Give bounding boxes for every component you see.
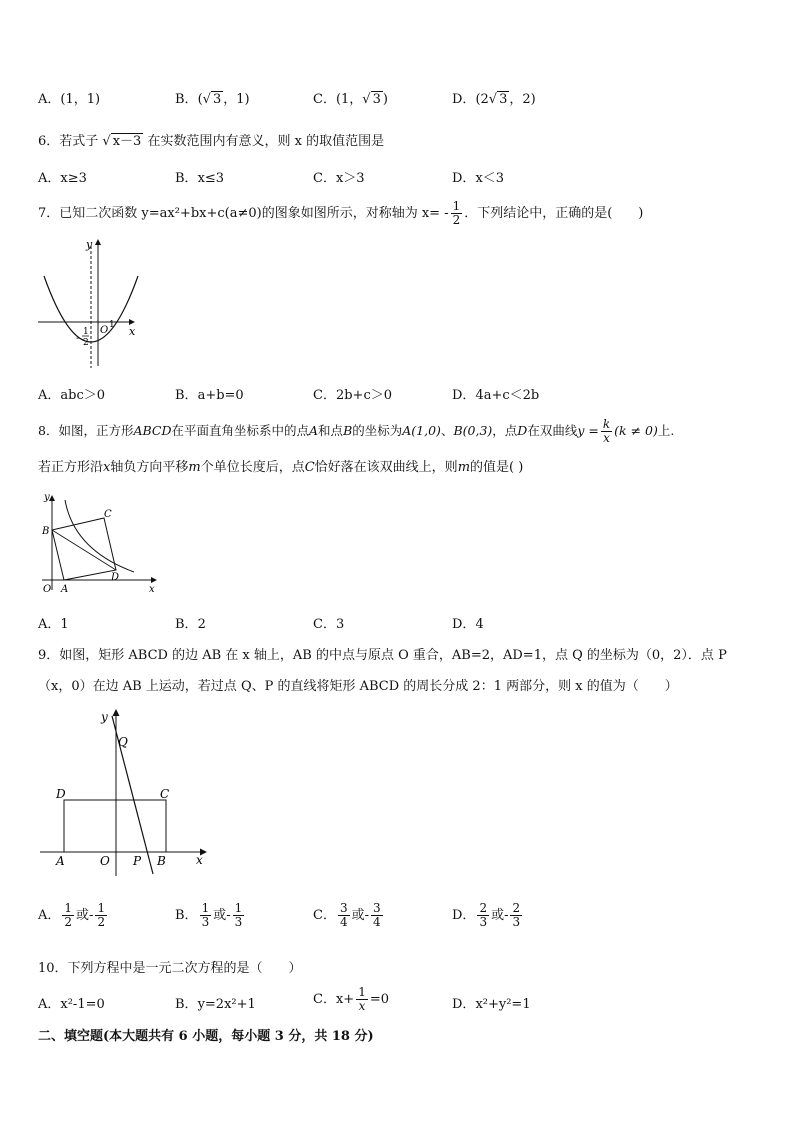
q7-option-b [175,384,244,403]
q9-option-b [175,902,246,929]
option-text: 或- [76,908,94,923]
fraction [62,902,74,929]
sqrt-symbol: √ x－3 [102,134,142,149]
option-text: 1 [60,617,69,632]
option-text: 或- [351,908,369,923]
stem-text: 、 [440,423,454,438]
math-var: A [309,423,319,438]
option-label: D． [452,388,476,403]
point-a-label: A [56,854,65,868]
numerator: k [602,417,611,431]
point-p-label: P [133,854,142,868]
stem-text: ．下列结论中，正确的是( ) [464,206,644,221]
option-label: C． [313,388,336,403]
denominator: x [358,999,366,1013]
option-label: A． [38,388,61,403]
square-abcd [52,518,116,580]
q6-stem [38,130,384,149]
fraction [338,902,350,929]
option-label: D． [452,92,476,107]
denominator: 2 [64,915,73,929]
math-var: ABCD [133,423,172,438]
q9-line1 [38,644,727,663]
denominator: x [603,431,610,445]
fraction [451,200,463,227]
sqrt-symbol: √ 3 [202,92,222,107]
radicand: 3 [499,92,508,107]
q6-option-b [175,167,224,186]
stem-text: 7．已知二次函数 y=ax²+bx+c(a≠0)的图象如图所示，对称轴为 x= - [38,206,449,221]
option-text: ，2) [509,92,536,107]
option-text: ) [382,92,388,107]
option-text: =0 [369,992,389,1007]
math-var: C [304,460,315,475]
numerator: 1 [64,901,73,915]
option-label: A． [38,617,61,632]
stem-text: 的坐标为 [352,423,403,438]
sqrt-symbol: √ 3 [488,92,508,107]
q7-option-a [38,384,105,403]
x-label: x [196,853,203,867]
math-var: m [457,460,471,475]
option-text: (2 [475,92,489,107]
q8-option-c [313,613,344,632]
option-label: A． [38,908,61,923]
hyperbola-curve [65,500,134,572]
option-text: x²+y²=1 [475,997,531,1012]
half-num: 1 [83,327,89,337]
math-var: x [103,460,111,475]
stem-text: 若正方形沿 [38,460,104,475]
y-label: y [44,492,50,503]
option-text: x≤3 [197,171,225,186]
point-b-label: B [42,526,50,537]
neg-sign: - [76,333,80,344]
fraction [601,418,612,445]
numerator: 2 [479,901,488,915]
option-label: D． [452,617,476,632]
section-heading [38,1025,374,1044]
y-label: y [101,710,108,724]
option-label: B． [175,388,198,403]
fraction [356,986,368,1013]
option-label: C． [313,171,336,186]
option-text: x＞3 [335,171,365,186]
math-var: B [343,423,353,438]
q6-option-a [38,167,87,186]
point-c-label: C [160,787,170,801]
option-text: ，1) [223,92,250,107]
math-expr: A(1,0) [402,423,441,438]
q9-rectangle-figure [36,704,216,880]
option-label: B． [175,92,198,107]
q9-option-a [38,902,109,929]
radicand: 3 [212,92,222,107]
numerator: 1 [97,901,106,915]
fraction [477,902,489,929]
math-expr: (k ≠ 0) [614,423,658,438]
stem-text: 在实数范围内有意义，则 x 的取值范围是 [147,134,385,149]
option-text: 4a+c＜2b [475,388,540,403]
option-text: x≥3 [60,171,87,186]
option-text: 2 [197,617,206,632]
origin-label: O [43,584,52,595]
diagonal-bd [52,530,116,570]
option-label: A． [38,171,61,186]
q7-stem [38,200,643,227]
stem-text: 6．若式子 [38,134,99,149]
option-label: D． [452,171,476,186]
q10-option-d [452,993,531,1012]
numerator: 1 [234,901,243,915]
option-text: x+ [335,992,355,1007]
q5-option-b [175,88,250,107]
math-var: D [517,423,528,438]
half-den: 2 [83,338,89,348]
option-text: x²-1=0 [60,997,105,1012]
denominator: 4 [373,915,381,929]
origin-label: O [100,854,110,868]
x-label: x [149,584,155,595]
numerator: 1 [358,985,366,999]
q7-option-c [313,384,392,403]
option-label: B． [175,617,198,632]
q8-line2 [38,456,523,475]
stem-text: （x，0）在边 AB 上运动，若过点 Q、P 的直线将矩形 ABCD 的周长分成 2：1 两部分，则 x 的值为（ ） [38,679,678,694]
q9-option-c [313,902,385,929]
option-label: D． [452,908,476,923]
stem-text: 恰好落在该双曲线上，则 [314,460,458,475]
numerator: 2 [512,901,521,915]
denominator: 2 [452,213,461,227]
stem-text: 9．如图，矩形 ABCD 的边 AB 在 x 轴上，AB 的中点与原点 O 重合，AB=2，AD=1，点 Q 的坐标为（0，2）．点 P [38,648,727,663]
q6-option-c [313,167,365,186]
option-text: 或- [491,908,509,923]
fraction [233,902,245,929]
stem-text: 轴负方向平移 [110,460,189,475]
q5-option-a [38,88,100,107]
denominator: 3 [512,915,521,929]
y-label: y [86,238,93,251]
q7-option-d [452,384,539,403]
radicand: 3 [372,92,381,107]
fraction [95,902,107,929]
option-text: x＜3 [475,171,505,186]
q5-option-c [313,88,388,107]
stem-text: 在平面直角坐标系中的点 [171,423,310,438]
denominator: 3 [201,915,210,929]
q8-option-d [452,613,484,632]
origin-label: O [100,325,109,336]
fraction [371,902,383,929]
denominator: 4 [339,915,348,929]
q10-option-c [313,986,389,1013]
numerator: 3 [373,901,381,915]
one-label: 1 [109,320,115,330]
q8-line1 [38,418,674,445]
stem-text: 10．下列方程中是一元二次方程的是（ ） [38,961,302,976]
math-expr: B(0,3) [453,423,493,438]
option-label: D． [452,997,476,1012]
option-label: A． [38,997,61,1012]
option-text: 或- [213,908,231,923]
numerator: 1 [201,901,210,915]
q5-option-d [452,88,536,107]
stem-text: 个单位长度后，点 [200,460,305,475]
option-label: B． [175,171,198,186]
x-label: x [129,325,136,338]
point-q-label: Q [118,735,128,749]
option-label: C． [313,992,336,1007]
option-text: 4 [475,617,484,632]
numerator: 3 [339,901,348,915]
stem-text: 在双曲线 [527,423,578,438]
q8-option-a [38,613,69,632]
option-text: abc＞0 [60,388,106,403]
q10-stem [38,957,302,976]
option-label: C． [313,617,336,632]
stem-text: 的值是( ) [470,460,524,475]
section-title: 二、填空题(本大题共有 6 小题，每小题 3 分，共 18 分) [38,1029,374,1044]
sqrt-symbol: √ 3 [362,92,381,107]
point-b-label: B [157,854,166,868]
point-c-label: C [104,509,112,520]
denominator: 3 [479,915,488,929]
point-d-label: D [56,787,66,801]
denominator: 2 [97,915,106,929]
q7-parabola-figure [36,236,146,372]
option-label: C． [313,908,336,923]
math-expr: y = [577,423,599,438]
point-a-label: A [61,584,69,595]
option-text: y=2x²+1 [197,997,256,1012]
denominator: 3 [234,915,243,929]
radicand: x－3 [112,134,142,149]
stem-text: 8．如图，正方形 [38,423,134,438]
q8-option-b [175,613,206,632]
q9-line2 [38,675,678,694]
rectangle-abcd [64,800,166,852]
q10-option-b [175,993,256,1012]
stem-text: 上. [657,423,675,438]
option-text: (1， [335,92,363,107]
option-label: A． [38,92,61,107]
fraction [200,902,212,929]
option-text: a+b=0 [197,388,244,403]
q9-option-d [452,902,524,929]
numerator: 1 [452,199,461,213]
option-text: 2b+c＞0 [335,388,392,403]
option-label: C． [313,92,336,107]
q8-square-figure [38,490,162,598]
point-d-label: D [111,572,120,583]
stem-text: ，点 [492,423,518,438]
option-text: 3 [335,617,345,632]
option-text: ( [197,92,203,107]
fraction [510,902,522,929]
option-label: B． [175,908,198,923]
math-var: m [188,460,201,475]
q6-option-d [452,167,504,186]
stem-text: 和点 [318,423,344,438]
option-text: (1，1) [60,92,101,107]
q10-option-a [38,993,105,1012]
option-label: B． [175,997,198,1012]
